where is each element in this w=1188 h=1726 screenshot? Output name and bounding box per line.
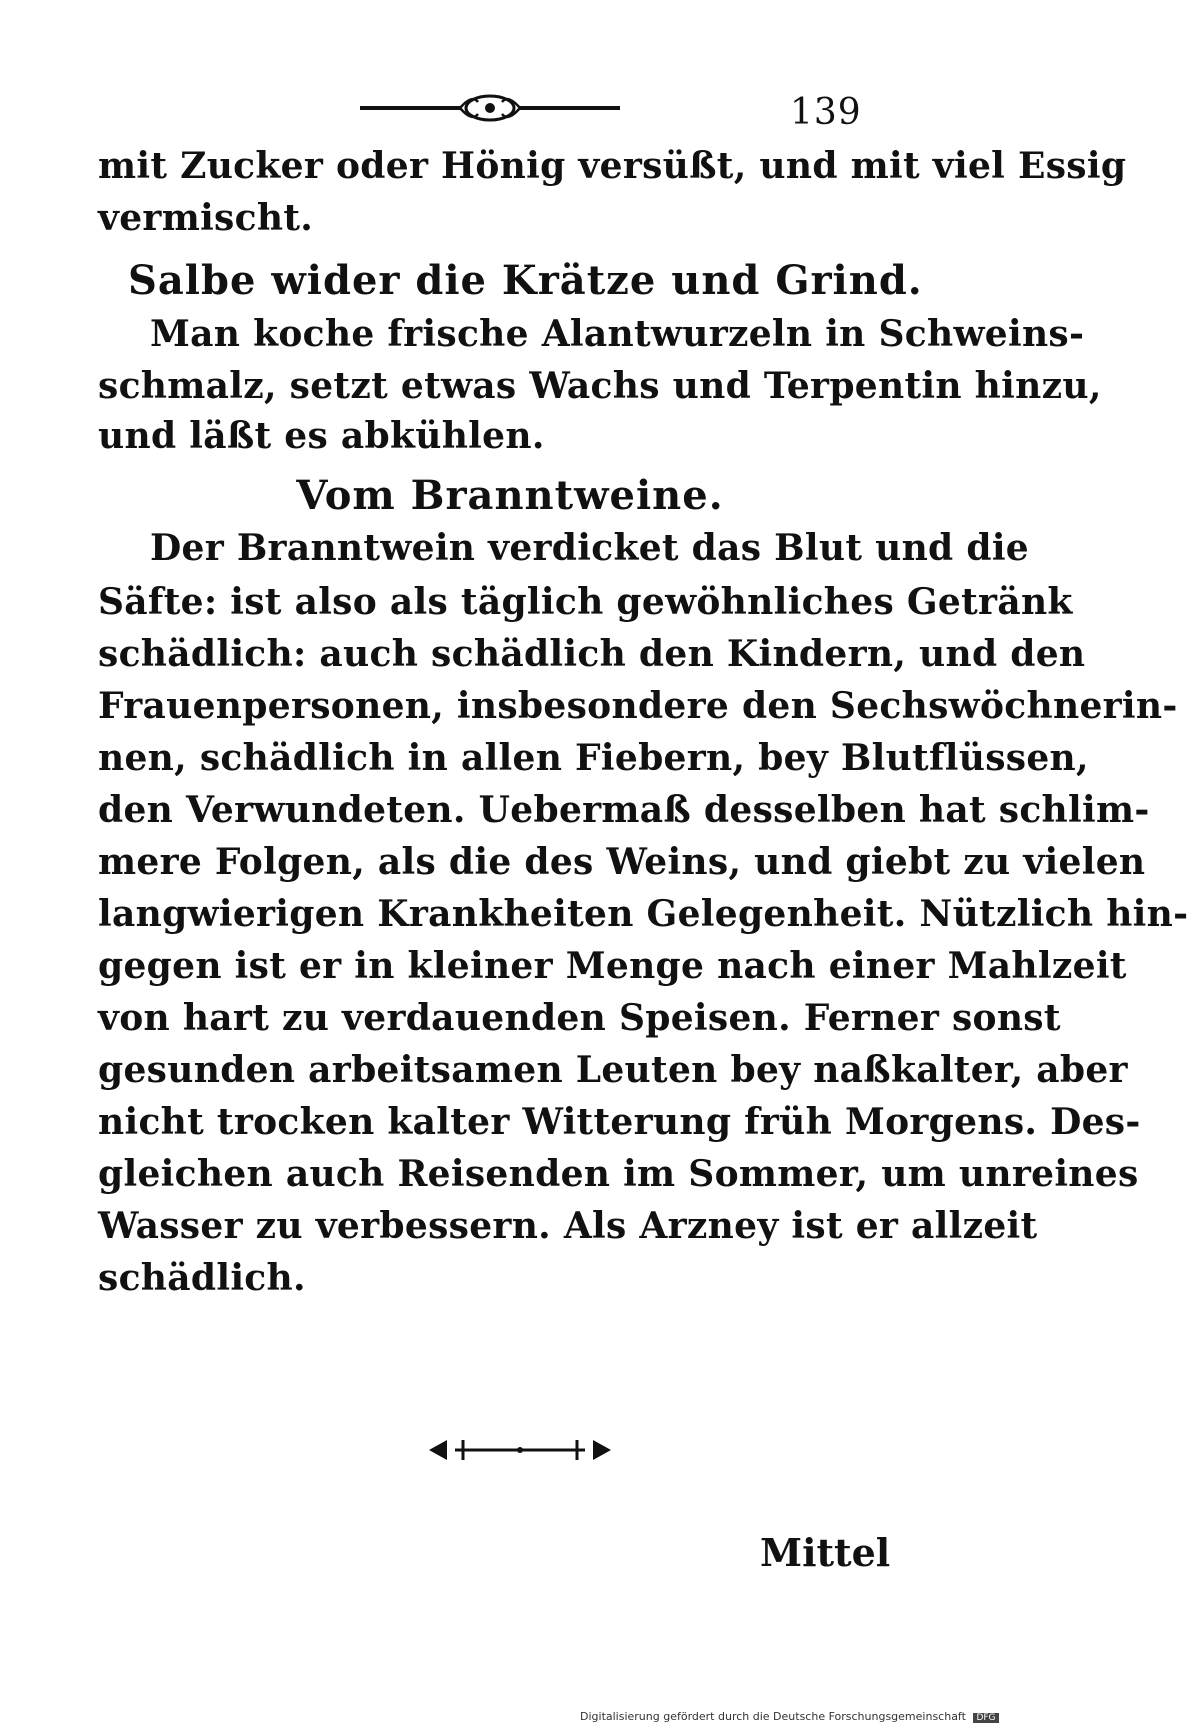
- text-line: mere Folgen, als die des Weins, und giebt zu vielen: [98, 841, 1146, 883]
- section-heading: Vom Branntweine.: [296, 472, 724, 519]
- text-line: gesunden arbeitsamen Leuten bey naßkalter, aber: [98, 1049, 1128, 1091]
- text-line: gegen ist er in kleiner Menge nach einer Mahlzeit: [98, 945, 1127, 987]
- text-line: vermischt.: [98, 197, 314, 239]
- text-line: den Verwundeten. Uebermaß desselben hat schlim-: [98, 789, 1150, 831]
- text-line: Der Branntwein verdicket das Blut und die: [150, 527, 1030, 569]
- text-line: von hart zu verdauenden Speisen. Ferner sonst: [98, 997, 1061, 1039]
- top-ornament-icon: [360, 88, 620, 128]
- text-line: mit Zucker oder Hönig versüßt, und mit viel Essig: [98, 145, 1127, 187]
- bottom-ornament-icon: [425, 1430, 615, 1470]
- text-line: und läßt es abkühlen.: [98, 415, 545, 457]
- page-number: 139: [790, 92, 862, 133]
- text-line: Man koche frische Alantwurzeln in Schweins-: [150, 313, 1085, 355]
- text-line: gleichen auch Reisenden im Sommer, um unreines: [98, 1153, 1139, 1195]
- text-line: Säfte: ist also als täglich gewöhnliches Getränk: [98, 581, 1073, 623]
- text-line: schädlich.: [98, 1257, 306, 1299]
- text-line: langwierigen Krankheiten Gelegenheit. Nützlich hin-: [98, 893, 1188, 935]
- text-line: Wasser zu verbessern. Als Arzney ist er allzeit: [98, 1205, 1038, 1247]
- section-heading: Salbe wider die Krätze und Grind.: [128, 257, 923, 304]
- text-line: schmalz, setzt etwas Wachs und Terpentin hinzu,: [98, 365, 1102, 407]
- text-line: schädlich: auch schädlich den Kindern, und den: [98, 633, 1086, 675]
- digitization-credit: [580, 1710, 999, 1723]
- text-line: Frauenpersonen, insbesondere den Sechswöchnerin-: [98, 685, 1178, 727]
- text-line: nicht trocken kalter Witterung früh Morgens. Des-: [98, 1101, 1141, 1143]
- text-line: nen, schädlich in allen Fiebern, bey Blutflüssen,: [98, 737, 1089, 779]
- dfg-logo: DFG: [973, 1713, 998, 1723]
- credit-text: Digitalisierung gefördert durch die Deutsche Forschungsgemeinschaft: [580, 1710, 966, 1723]
- catchword: Mittel: [760, 1530, 891, 1575]
